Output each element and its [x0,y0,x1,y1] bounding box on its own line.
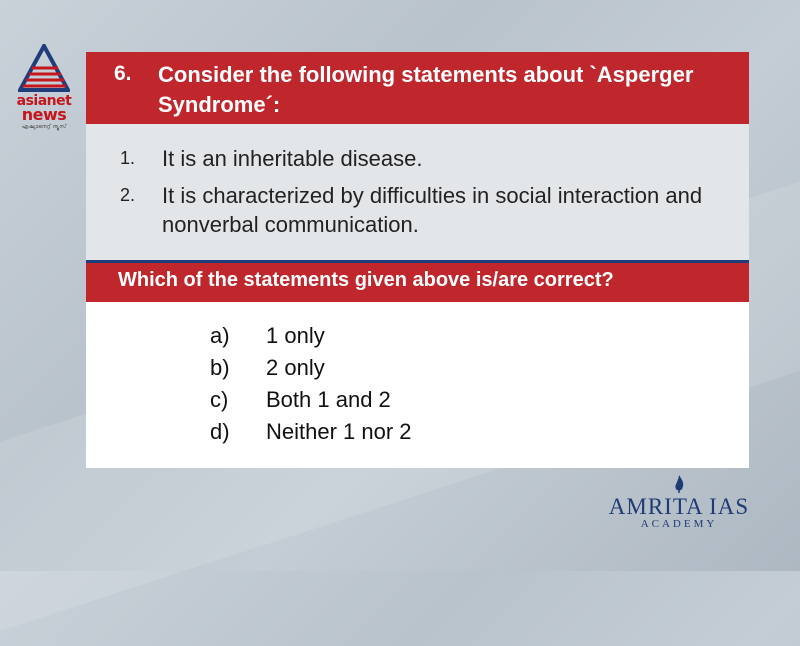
option-text: Neither 1 nor 2 [266,419,412,444]
academy-subtitle: ACADEMY [640,518,718,530]
option-text: 1 only [266,323,325,348]
question-number: 6. [114,62,132,85]
brand-line-1: asianet [16,93,72,109]
amrita-ias-logo [604,474,754,534]
option-text: Both 1 and 2 [266,387,391,412]
option-d [210,416,610,448]
option-c [210,384,610,416]
prompt-text: Which of the statements given above is/are correct? [118,269,614,291]
asianet-news-logo [12,44,76,134]
question-header [86,52,749,124]
statements-panel [86,124,749,260]
brand-line-2: news [21,105,67,124]
academy-name: AMRITA IAS [608,494,750,519]
prompt-header [86,260,749,302]
statement-text: It is characterized by difficulties in social interaction and nonverbal communication. [162,183,703,237]
option-letter: a) [210,323,230,348]
option-letter: b) [210,355,230,380]
flame-icon [670,474,688,494]
option-letter: d) [210,419,230,444]
brand-tagline: ഏഷ്യാനെറ്റ് ന്യൂസ് [21,124,67,130]
option-letter: c) [210,387,229,412]
option-text: 2 only [266,355,325,380]
options-list [210,320,610,448]
question-card [86,52,749,468]
question-text: Consider the following statements about `Asperger Syndrome´: [158,62,694,117]
statement-number: 1. [120,148,136,168]
option-a [210,320,610,352]
statement-number: 2. [120,185,136,205]
option-b [210,352,610,384]
asianet-logo-icon [18,44,70,92]
statement-text: It is an inheritable disease. [162,146,423,171]
